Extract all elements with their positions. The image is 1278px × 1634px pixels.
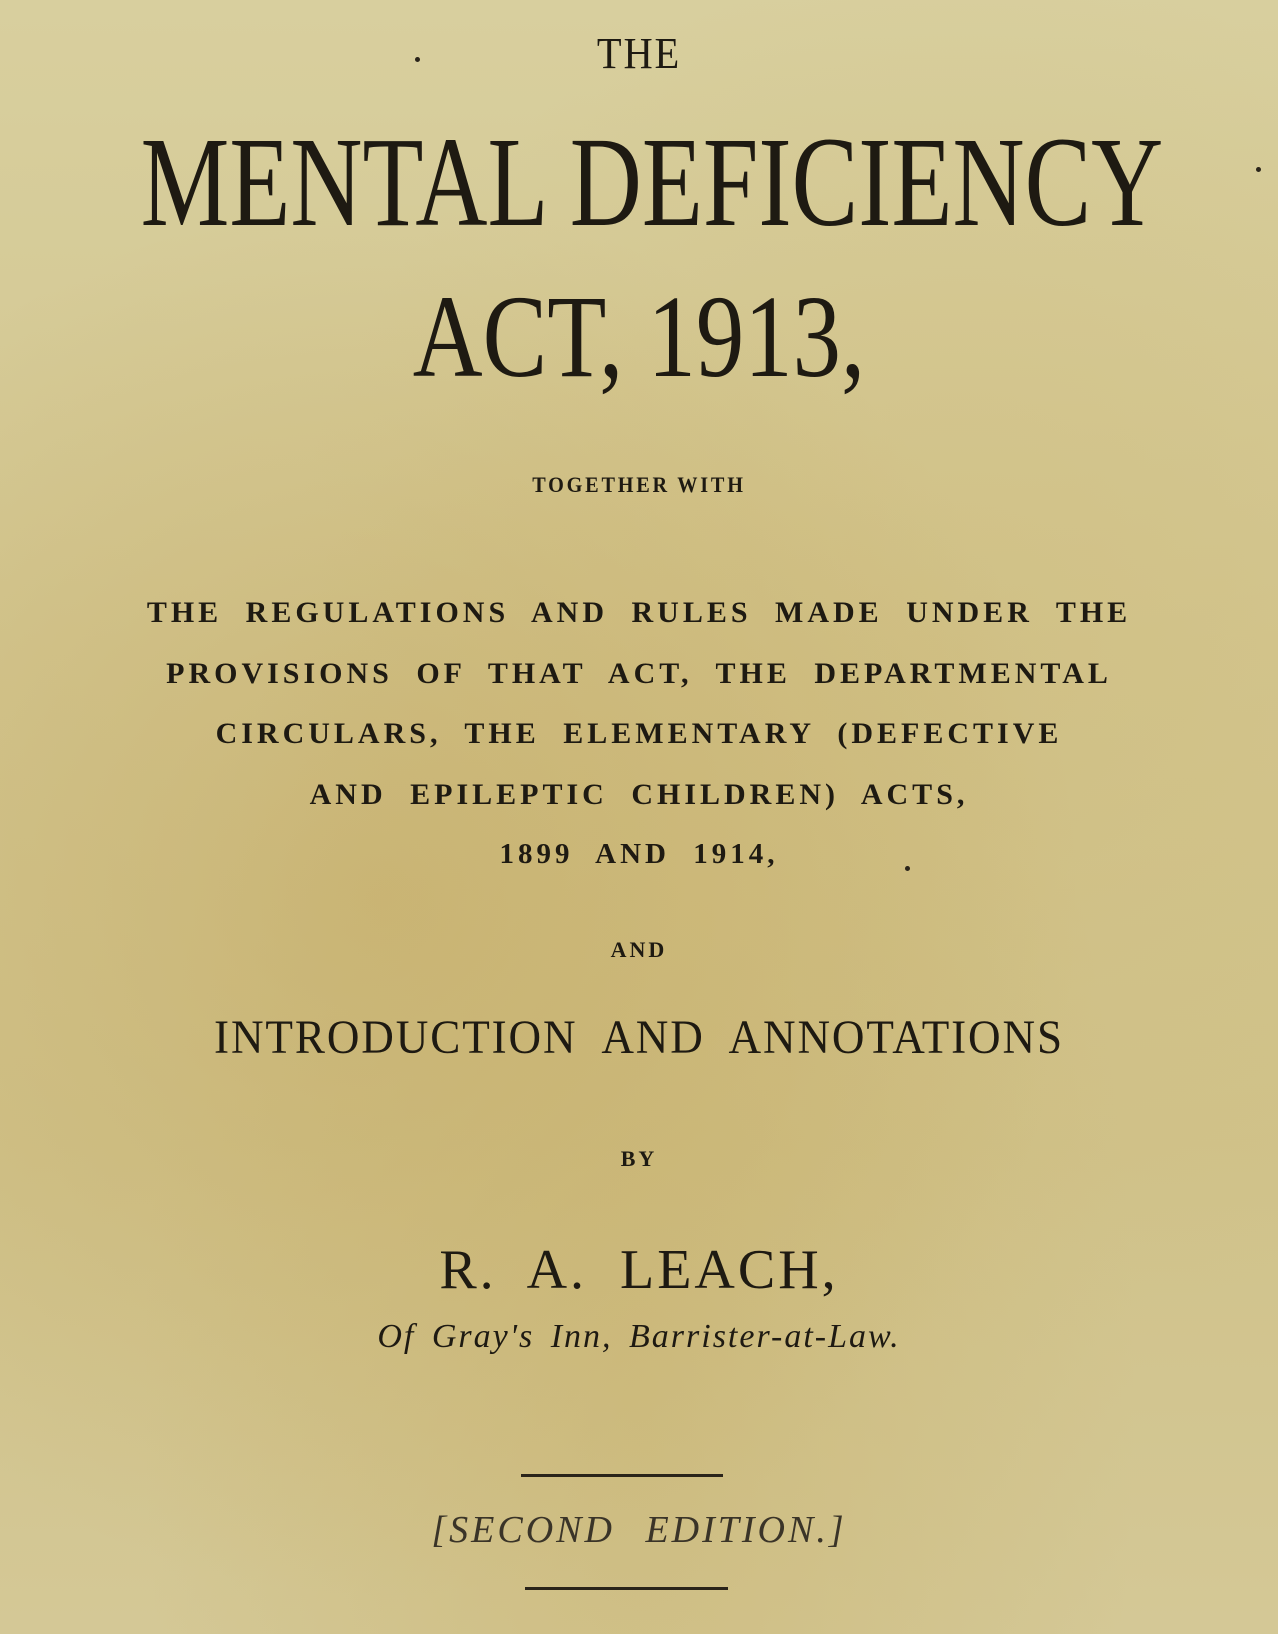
- title-act-year: ACT, 1913,: [412, 271, 866, 402]
- stray-dot: [1256, 167, 1261, 172]
- by-label: BY: [620, 1146, 658, 1171]
- description-line: AND EPILEPTIC CHILDREN) ACTS,: [309, 778, 969, 811]
- divider-rule: [525, 1587, 728, 1590]
- description-line: 1899 AND 1914,: [499, 838, 779, 870]
- and-label: AND: [610, 937, 668, 962]
- divider-rule: [521, 1474, 723, 1477]
- edition-label: [SECOND EDITION.]: [431, 1509, 847, 1551]
- title-the: THE: [596, 29, 682, 78]
- author-affiliation: Of Gray's Inn, Barrister-at-Law.: [377, 1318, 901, 1355]
- description-line: THE REGULATIONS AND RULES MADE UNDER THE: [146, 596, 1132, 629]
- title-main: MENTAL DEFICIENCY: [140, 111, 1164, 253]
- author-name: R. A. LEACH,: [439, 1239, 839, 1301]
- description-line: CIRCULARS, THE ELEMENTARY (DEFECTIVE: [215, 717, 1063, 750]
- introduction-heading: INTRODUCTION AND ANNOTATIONS: [214, 1011, 1064, 1064]
- together-with: TOGETHER WITH: [532, 472, 746, 497]
- description-line: PROVISIONS OF THAT ACT, THE DEPARTMENTAL: [166, 657, 1112, 690]
